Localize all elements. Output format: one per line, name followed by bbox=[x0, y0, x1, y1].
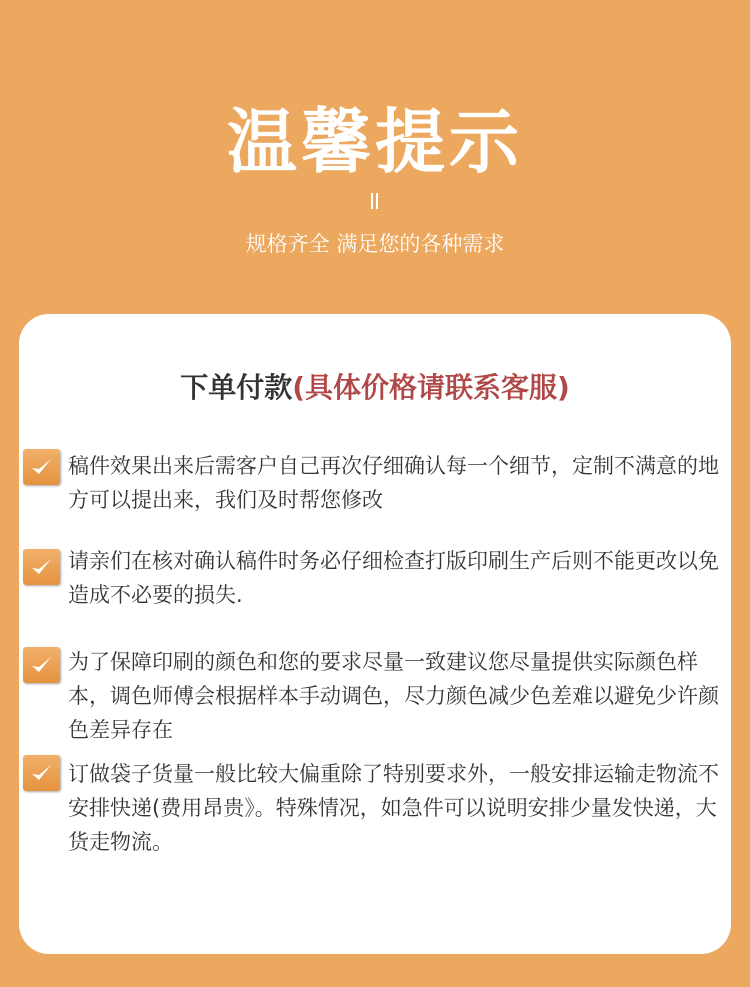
check-icon bbox=[23, 755, 60, 791]
notice-item-text: 订做袋子货量一般比较大偏重除了特别要求外，一般安排运输走物流不安排快递(费用昂贵》。特殊情况，如急件可以说明安排少量发快递，大货走物流。 bbox=[68, 762, 719, 854]
notice-item-text: 稿件效果出来后需客户自己再次仔细确认每一个细节，定制不满意的地方可以提出来，我们及时帮您修改 bbox=[68, 454, 719, 512]
notice-item-text: 为了保障印刷的颜色和您的要求尽量一致建议您尽量提供实际颜色样本，调色师傅会根据样本手动调色，尽力颜色减少色差难以避免少许颜色差异存在 bbox=[68, 650, 719, 742]
title-divider bbox=[369, 193, 381, 209]
notice-title-main: 下单付款 bbox=[180, 371, 293, 404]
check-icon bbox=[23, 449, 60, 485]
notice-title bbox=[0, 368, 750, 408]
check-icon bbox=[23, 647, 60, 683]
notice-title-note: (具体价格请联系客服) bbox=[292, 371, 570, 404]
page-subtitle: 规格齐全 满足您的各种需求 bbox=[245, 232, 505, 256]
check-icon bbox=[23, 549, 60, 585]
notice-item-text: 请亲们在核对确认稿件时务必仔细检查打版印刷生产后则不能更改以免造成不必要的损失. bbox=[68, 549, 719, 607]
page-title: 温馨提示 bbox=[227, 101, 523, 183]
